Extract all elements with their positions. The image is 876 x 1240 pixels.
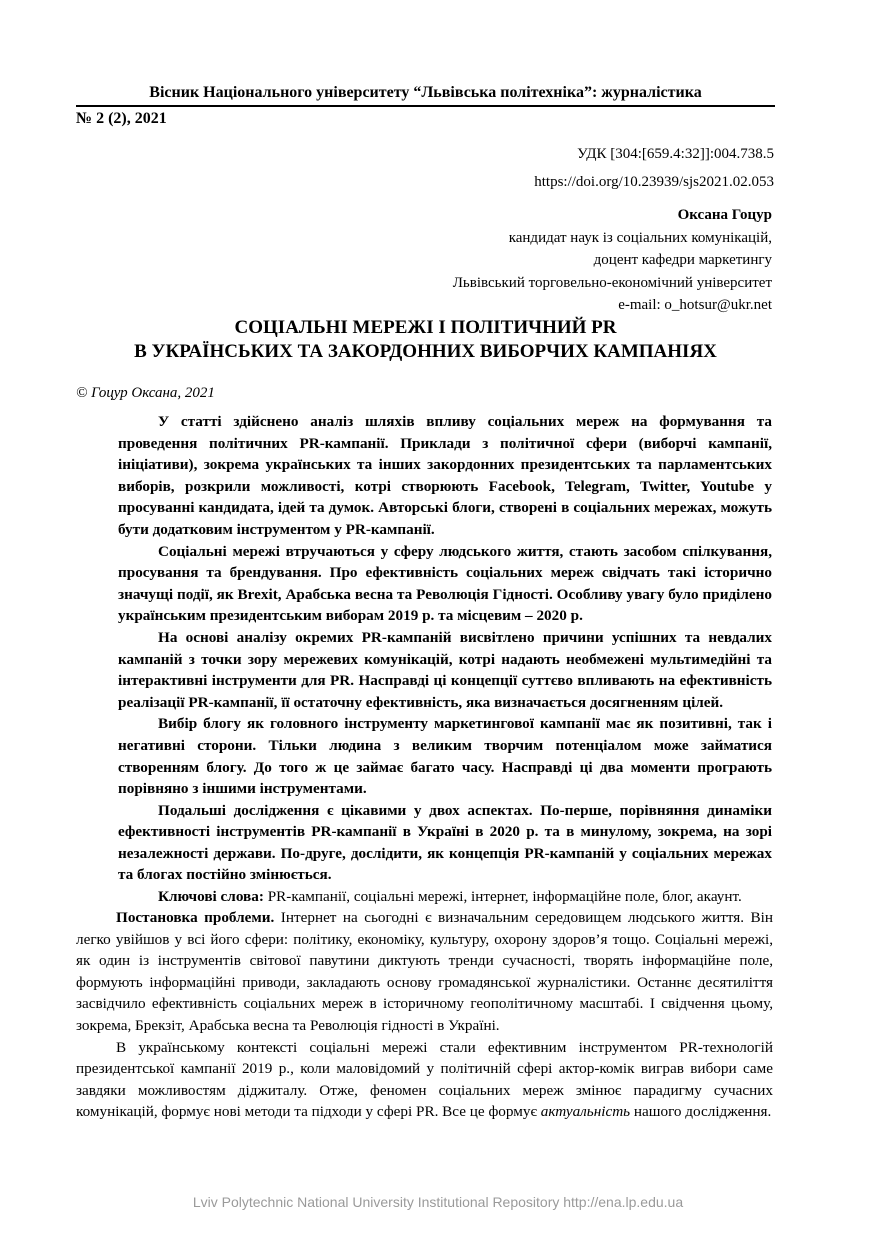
author-block: [453, 204, 772, 317]
article-title: [76, 316, 775, 364]
keywords-label: Ключові слова:: [158, 888, 264, 906]
article-body: [76, 907, 773, 1123]
keywords-text: PR-кампанії, соціальні мережі, інтернет, інформаційне поле, блог, акаунт.: [263, 888, 742, 906]
body-paragraph: [76, 907, 773, 1037]
abstract-paragraph: Подальші дослідження є цікавими у двох аспектах. По-перше, порівняння динаміки ефективності інструментів PR-кампанії в Україні в 2020 р. та в минулому, зокрема, на зорі незалежності держави. По-друге, дослідити, як концепція PR-кампаній у соціальних мережах та блогах постійно змінюється.: [118, 801, 772, 884]
abstract-paragraph: Соціальні мережі втручаються у сферу людського життя, стають засобом спілкування, просування та брендування. Про ефективність соціальних мереж свідчать такі історично значущі події, як Brexit, Арабська весна та Революція Гідності. Особливу увагу було приділено українським президентським виборам 2019 р. та місцевим – 2020 р.: [118, 542, 772, 625]
repository-footer: Lviv Polytechnic National University Institutional Repository http://ena.lp.edu.ua: [192, 1194, 684, 1210]
section-heading: Постановка проблеми.: [116, 909, 275, 926]
body-paragraph: [76, 1037, 773, 1123]
abstract-paragraph: Вибір блогу як головного інструменту маркетингової кампанії має як позитивні, так і негативні сторони. Тільки людина з великим творчим потенціалом може займатися створенням блогу. До того ж це займає багато часу. Насправді ці два моменти програють порівняно з іншими інструментами.: [118, 715, 772, 798]
abstract-paragraph: У статті здійснено аналіз шляхів впливу соціальних мереж на формування та проведення політичних PR-кампанії. Приклади з політичної сфери (виборчі кампанії, ініціативи), зокрема українських та інших закордонних президентських та парламентських виборів, розкрили можливості, котрі створюють Facebook, Telegram, Twitter, Youtube у просуванні кандидата, ідей та думок. Авторські блоги, створені в соціальних мережах, можуть бути додатковим інструментом у PR-кампанії.: [118, 413, 772, 538]
body-text: Інтернет на сьогодні є визначальним середовищем людського життя. Він легко увійшов у всі його сфери: політику, економіку, культуру, охорону здоров’я тощо. Соціальні мережі, як один із інструментів світової павутини диктують тренди сучасності, творять інформаційне поле, формують інформаційні приводи, закладають основу громадянської журналістики. Останнє десятиліття засвідчило ефективність соціальних мереж в історичному геополітичному масштабі. І свідчення цьому, зокрема, Брекзіт, Арабська весна та Революція гідності в Україні.: [76, 909, 773, 1034]
title-line-1: СОЦІАЛЬНІ МЕРЕЖІ І ПОЛІТИЧНИЙ PR: [234, 317, 617, 338]
body-text: нашого дослідження.: [630, 1103, 772, 1121]
keywords: [118, 886, 772, 908]
author-university: Львівський торговельно-економічний університет: [452, 274, 772, 291]
author-email[interactable]: e-mail: o_hotsur@ukr.net: [618, 297, 772, 313]
title-line-2: В УКРАЇНСЬКИХ ТА ЗАКОРДОННИХ ВИБОРЧИХ КАМПАНІЯХ: [134, 341, 717, 362]
udc-code: УДК [304:[659.4:32]]:004.738.5: [577, 146, 774, 162]
copyright-notice: © Гоцур Оксана, 2021: [76, 385, 215, 401]
header-divider: [76, 105, 775, 107]
abstract: [118, 411, 772, 908]
doi-link[interactable]: https://doi.org/10.23939/sjs2021.02.053: [534, 174, 774, 190]
emphasis-text: актуальність: [540, 1103, 631, 1121]
author-degree: кандидат наук із соціальних комунікацій,: [508, 229, 772, 246]
abstract-paragraph: На основі аналізу окремих PR-кампаній висвітлено причини успішних та невдалих кампаній з точки зору мережевих комунікацій, котрі надають необмежені мультимедійні та інтерактивні інструменти для PR. Насправді ці концепції суттєво впливають на ефективність реалізації PR-кампанії, її остаточну ефективність, яка визначається досягненням цілей.: [118, 628, 772, 711]
journal-title: Вісник Національного університету “Львівська політехніка”: журналістика: [149, 84, 702, 101]
author-name: Оксана Гоцур: [677, 207, 772, 223]
issue-number: № 2 (2), 2021: [76, 110, 167, 127]
body-text: В українському контексті соціальні мережі стали ефективним інструментом PR-технологій президентської кампанії 2019 р., коли маловідомий у політичній сфері актор-комік виграв вибори саме завдяки можливостям діджиталу. Отже, феномен соціальних мереж змінює парадигму сучасних комунікацій, формує нові методи та підходи у сфері PR. Все це формує: [76, 1038, 773, 1121]
author-position: доцент кафедри маркетингу: [593, 252, 772, 268]
